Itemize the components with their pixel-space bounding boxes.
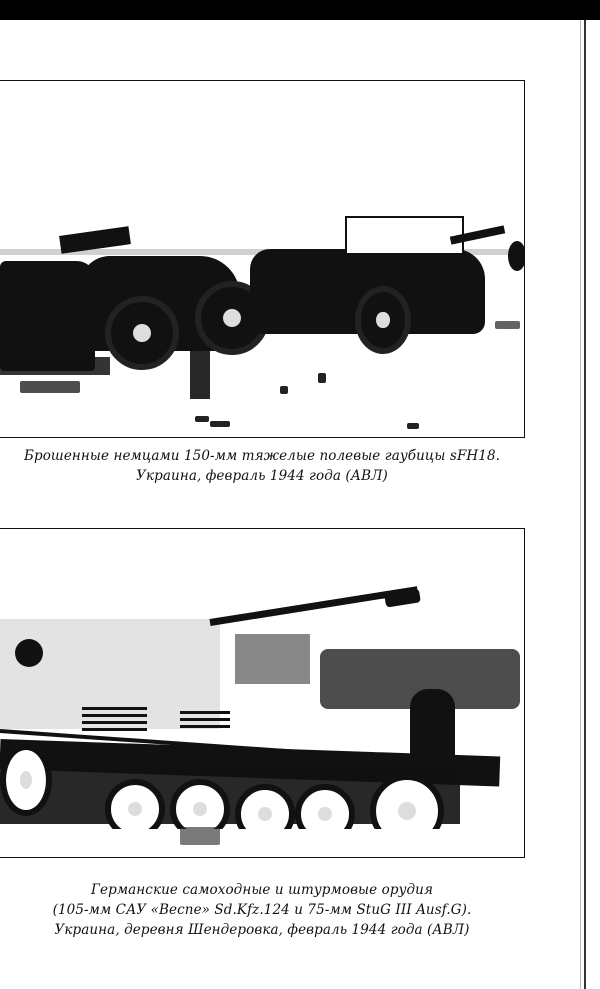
hull-round-fixture bbox=[15, 639, 43, 667]
figure-1-caption bbox=[0, 446, 524, 486]
caption-line: (105-мм САУ «Веспе» Sd.Kfz.124 и 75-мм StuG III Ausf.G). bbox=[52, 902, 472, 918]
snow-speck bbox=[210, 421, 230, 427]
howitzer-middle-wheel-1 bbox=[105, 296, 179, 370]
engine-vent bbox=[82, 728, 147, 731]
snow-speck bbox=[195, 416, 209, 422]
snow-ground bbox=[0, 829, 524, 857]
drive-sprocket bbox=[0, 744, 52, 816]
caption-line: Украина, февраль 1944 года (АВЛ) bbox=[136, 468, 388, 484]
snow-speck bbox=[495, 321, 520, 329]
engine-vent bbox=[82, 714, 147, 717]
engine-vent bbox=[82, 707, 147, 710]
snow-speck bbox=[318, 373, 326, 383]
photo-self-propelled-gun bbox=[0, 528, 525, 858]
snow-speck bbox=[20, 381, 80, 393]
caption-line: Германские самоходные и штурмовые орудия bbox=[91, 882, 433, 898]
snow-speck bbox=[280, 386, 288, 394]
howitzer-right-wheel bbox=[355, 286, 411, 354]
caption-line: Украина, деревня Шендеровка, февраль 1944 года (АВЛ) bbox=[54, 922, 470, 938]
engine-vent bbox=[180, 718, 230, 721]
page-edge-rule bbox=[584, 20, 586, 989]
snow-speck bbox=[180, 827, 220, 845]
engine-vent bbox=[180, 725, 230, 728]
howitzer-spade bbox=[190, 351, 210, 399]
photo-howitzers bbox=[0, 80, 525, 438]
engine-vent bbox=[180, 711, 230, 714]
distant-object bbox=[508, 241, 525, 271]
howitzer-right-canvas bbox=[345, 216, 464, 255]
background-vehicle-2 bbox=[235, 634, 310, 684]
figure-2-caption bbox=[0, 880, 524, 940]
page-top-black-bar bbox=[0, 0, 600, 20]
snow-speck bbox=[407, 423, 419, 429]
engine-vent bbox=[82, 721, 147, 724]
howitzer-left-trail bbox=[0, 357, 110, 375]
caption-line: Брошенные немцами 150-мм тяжелые полевые гаубицы sFH18. bbox=[23, 448, 501, 464]
page-edge-rule-thin bbox=[580, 20, 581, 989]
